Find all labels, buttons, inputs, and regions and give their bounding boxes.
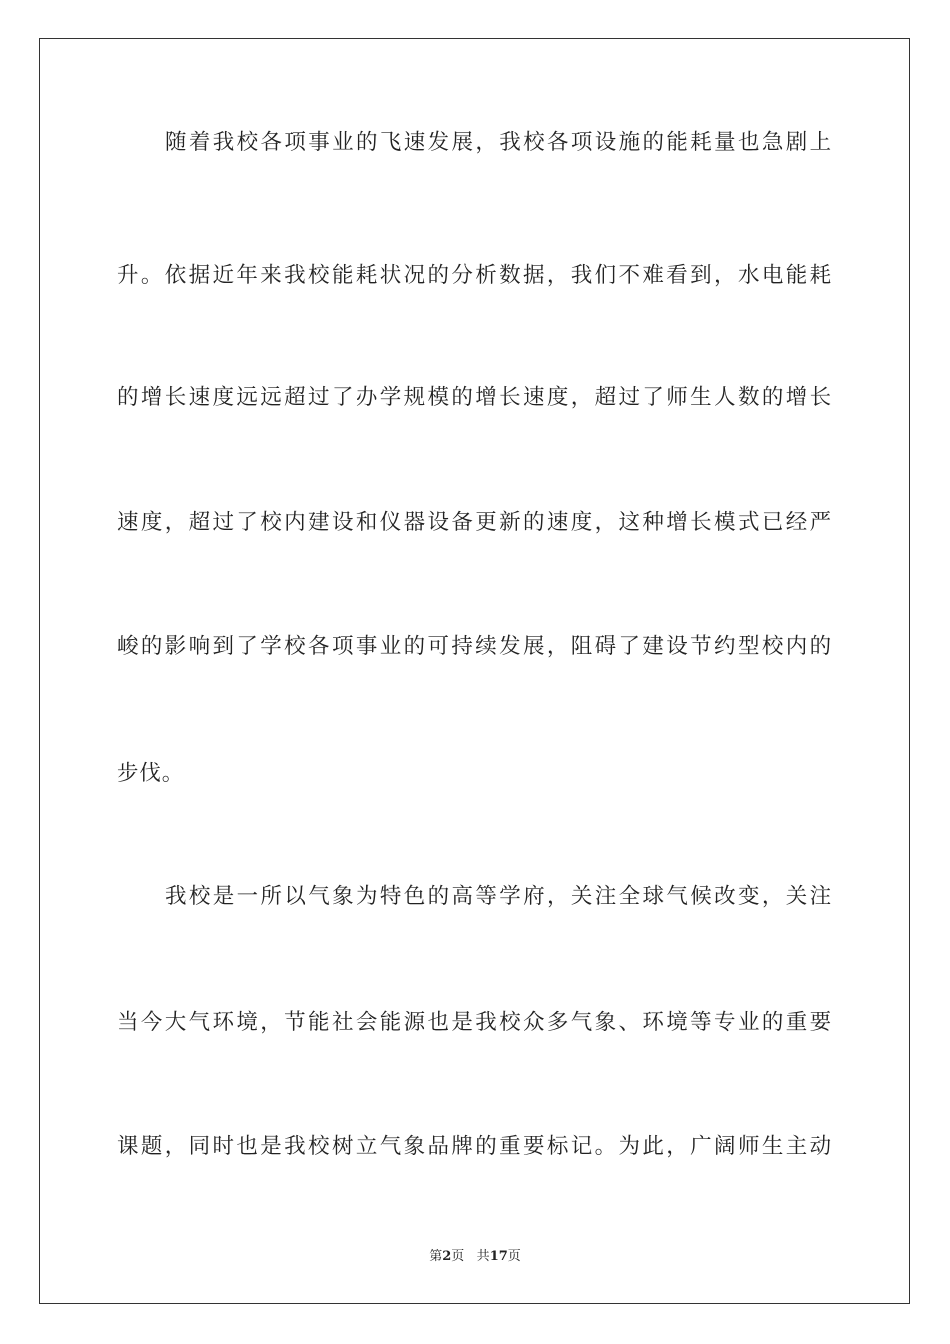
paragraph-1-line-6: 步伐。	[117, 761, 185, 786]
paragraph-1-line-1: 随着我校各项事业的飞速发展，我校各项设施的能耗量也急剧上	[165, 130, 832, 155]
paragraph-2-line-1: 我校是一所以气象为特色的高等学府，关注全球气候改变，关注	[165, 884, 832, 909]
paragraph-1-line-3: 的增长速度远远超过了办学规模的增长速度，超过了师生人数的增长	[117, 385, 832, 410]
footer-total-prefix: 共	[476, 1249, 490, 1264]
page-footer	[0, 1245, 950, 1264]
footer-page-number: 2	[442, 1249, 452, 1264]
page-border	[39, 38, 910, 1304]
paragraph-2-line-2: 当今大气环境，节能社会能源也是我校众多气象、环境等专业的重要	[117, 1010, 832, 1035]
footer-page-prefix: 第	[429, 1249, 443, 1264]
footer-total-suffix: 页	[507, 1249, 521, 1264]
paragraph-2-line-3: 课题，同时也是我校树立气象品牌的重要标记。为此，广阔师生主动	[117, 1134, 832, 1159]
footer-page-suffix: 页	[451, 1249, 465, 1264]
paragraph-1-line-5: 峻的影响到了学校各项事业的可持续发展，阻碍了建设节约型校内的	[117, 634, 832, 659]
paragraph-1-line-4: 速度，超过了校内建设和仪器设备更新的速度，这种增长模式已经严	[117, 510, 832, 535]
footer-total-pages: 17	[489, 1249, 508, 1264]
paragraph-1-line-2: 升。依据近年来我校能耗状况的分析数据，我们不难看到，水电能耗	[117, 263, 832, 288]
